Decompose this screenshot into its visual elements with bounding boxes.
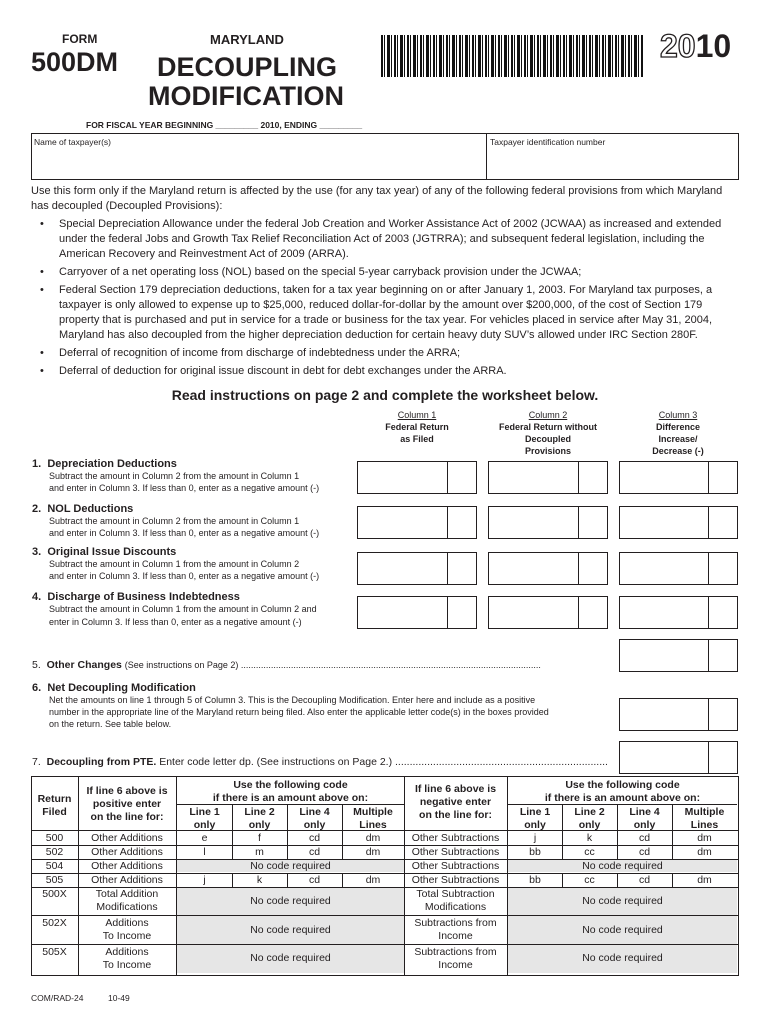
line-4-col1-input[interactable]: [357, 596, 477, 629]
line-3-col1-input[interactable]: [357, 552, 477, 585]
intro-text: Use this form only if the Maryland return is affected by the use (for any tax year) of any of the following federal provisions from which Maryland has decoupled (Decoupled Provisions):: [31, 185, 723, 212]
line-1-col2-input[interactable]: [488, 461, 608, 494]
header-neg-line4: Line 4 only: [629, 806, 660, 831]
tax-year-outline: 20: [660, 28, 696, 64]
fiscal-year-line: FOR FISCAL YEAR BEGINNING _________ 2010, ENDING _________: [86, 120, 363, 130]
header-return-filed: Return Filed: [37, 793, 72, 818]
header-use-code-positive: Use the following code if there is an amount above on:: [212, 779, 369, 804]
line-4-col2-input[interactable]: [488, 596, 608, 629]
tax-year-solid: 10: [695, 28, 732, 64]
header-negative: If line 6 above is negative enter on the line for:: [414, 783, 497, 821]
line-2-instructions: Subtract the amount in Column 2 from the amount in Column 1 and enter in Column 3. If less than 0, enter as a negative amount (-): [49, 516, 320, 538]
state-label: MARYLAND: [210, 32, 284, 47]
taxpayer-name-field[interactable]: [31, 133, 487, 180]
header-neg-multiple: Multiple Lines: [684, 806, 725, 831]
line-4-col3-input[interactable]: [619, 596, 738, 629]
list-item: • Carryover of a net operating loss (NOL) based on the special 5-year carryback provision under the JCWAA;: [40, 266, 582, 278]
line-5-col3-input[interactable]: [619, 639, 738, 672]
line-2-label: 2. NOL Deductions: [32, 503, 134, 515]
header-neg-line1: Line 1 only: [519, 806, 551, 831]
form-label: FORM: [62, 32, 98, 46]
form-revision: 10-49: [108, 993, 130, 1003]
column-2-header: Column 2 Federal Return without Decoupled Provisions: [498, 410, 597, 456]
header-line4: Line 4 only: [299, 806, 330, 831]
header-line2: Line 2 only: [244, 806, 275, 831]
line-6-label: 6. Net Decoupling Modification: [32, 682, 196, 694]
column-3-header: Column 3 Difference Increase/ Decrease (-): [652, 410, 704, 456]
provisions-list: [31, 217, 739, 382]
line-4-label: 4. Discharge of Business Indebtedness: [32, 591, 240, 603]
form-code: COM/RAD-24: [31, 993, 84, 1003]
line-6-col3-input[interactable]: [619, 698, 738, 731]
header-use-code-negative: Use the following code if there is an amount above on:: [544, 779, 701, 804]
barcode: [381, 35, 644, 77]
line-1-col1-input[interactable]: [357, 461, 477, 494]
line-1-label: 1. Depreciation Deductions: [32, 458, 177, 470]
list-item: • Federal Section 179 depreciation deductions, taken for a tax year beginning on or after January 1, 2003. For Maryland tax purposes, a taxpayer is only allowed to expense up to $25,000, reduced dollar-for-dollar by the amount over $200,000, of the cost of Section 179 property that is purchased and put in service for a trade or business for the tax year. For vehicles placed in service after May 31, 2004, Maryland has also decoupled from the higher depreciation deduction for certain heavy duty SUV’s allowed under IRC Section 280F.: [40, 284, 713, 341]
taxpayer-id-field[interactable]: [486, 133, 739, 180]
worksheet-heading: Read instructions on page 2 and complete the worksheet below.: [171, 387, 599, 403]
header-positive: If line 6 above is positive enter on the line for:: [86, 785, 168, 823]
line-1-instructions: Subtract the amount in Column 2 from the amount in Column 1 and enter in Column 3. If less than 0, enter as a negative amount (-): [49, 471, 320, 493]
header-neg-line2: Line 2 only: [574, 806, 605, 831]
page-title-line2: MODIFICATION: [148, 81, 344, 111]
taxpayer-id-label: Taxpayer identification number: [490, 137, 606, 147]
line-3-label: 3. Original Issue Discounts: [32, 546, 177, 558]
list-item: • Deferral of deduction for original issue discount in debt for debt exchanges under the ARRA.: [40, 365, 507, 377]
header-multiple: Multiple Lines: [353, 806, 393, 831]
list-item: • Special Depreciation Allowance under the federal Job Creation and Worker Assistance Act of 2002 (JCWAA) as increased and extended under the federal Jobs and Growth Tax Relief Reconciliation Act of 2003 (JGTRRA); and subsequent federal legislation, including the American Recovery and Reinvestment Act of 2009 (ARRA).: [40, 218, 722, 260]
line-4-instructions: Subtract the amount in Column 1 from the amount in Column 2 and enter in Column 3. If less than 0, enter as a negative amount (-): [49, 604, 317, 627]
line-3-instructions: Subtract the amount in Column 1 from the amount in Column 2 and enter in Column 3. If less than 0, enter as a negative amount (-): [49, 559, 320, 581]
line-1-col3-input[interactable]: [619, 461, 738, 494]
tax-year: [660, 28, 731, 65]
header-line1: Line 1 only: [189, 806, 220, 831]
line-2-col2-input[interactable]: [488, 506, 608, 539]
taxpayer-name-label: Name of taxpayer(s): [34, 137, 111, 147]
line-7-col3-input[interactable]: [619, 741, 738, 774]
line-6-instructions: Net the amounts on line 1 through 5 of Column 3. This is the Decoupling Modification. Enter here and include as a positive number in the appropriate line of the Maryland return being filed. Also enter the applicable letter code(s) in the boxes provided on the return. See table below.: [49, 695, 549, 729]
line-5-label: 5. Other Changes (See instructions on Page 2) ........................................................................................................................: [32, 659, 541, 671]
line-3-col2-input[interactable]: [488, 552, 608, 585]
line-3-col3-input[interactable]: [619, 552, 738, 585]
page-title-line1: DECOUPLING: [157, 52, 338, 82]
column-1-header: Column 1 Federal Return as Filed: [385, 410, 449, 444]
form-number: 500DM: [31, 47, 119, 77]
line-2-col3-input[interactable]: [619, 506, 738, 539]
line-2-col1-input[interactable]: [357, 506, 477, 539]
list-item: • Deferral of recognition of income from discharge of indebtedness under the ARRA;: [40, 347, 461, 359]
line-7-label: 7. Decoupling from PTE. Enter code letter dp. (See instructions on Page 2.) .........................................................................: [32, 756, 608, 768]
